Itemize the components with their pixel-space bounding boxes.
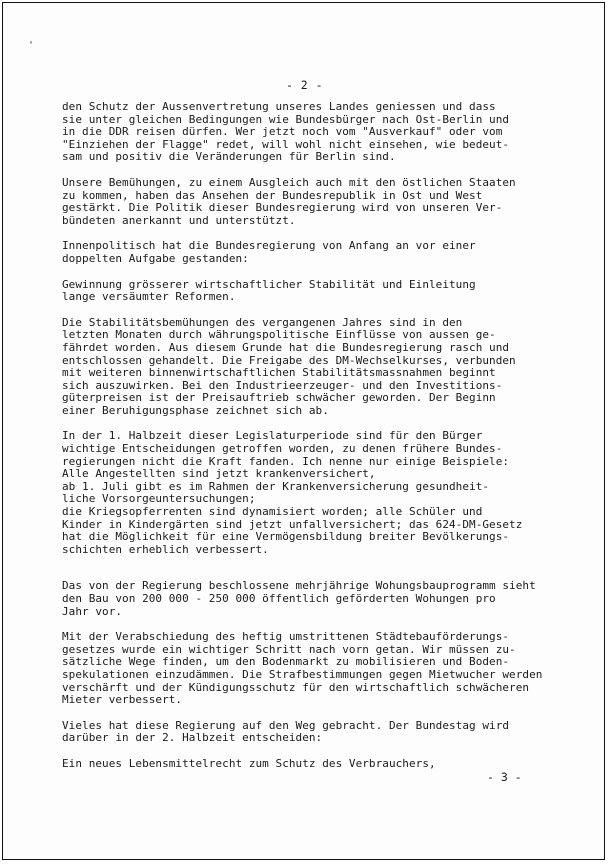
paragraph-urban-development: Mit der Verabschiedung des heftig umstrittenen Städtebauförderungs- gesetzes wurde ein wichtiger Schritt nach vorn getan. Wir müssen zu- sätzliche Wege finden, um den Bodenmarkt zu mobilisieren und Boden- spekulationen einzudämmen. Die Strafbestimmungen gegen Mietwucher werden verschärft und der Kündigungsschutz für den wirtschaftlich schwächeren Mieter verbessert. [62,630,543,707]
body-text [62,101,562,771]
paragraph-stability-goal: Gewinnung grösserer wirtschaftlicher Stabilität und Einleitung lange versäumter Reformen. [62,277,476,304]
paragraph-bundestag: Vieles hat diese Regierung auf den Weg gebracht. Der Bundestag wird darüber in der 2. Halbzeit entscheiden: [62,718,510,745]
paragraph-first-half: In der 1. Halbzeit dieser Legislaturperiode sind für den Bürger wichtige Entscheidungen getroffen worden, zu denen frühere Bundes- regierungen nicht die Kraft fanden. Ich nenne nur einige Beispiele: Alle Angestellten sind jetzt krankenversichert, ab 1. Juli gibt es im Rahmen der Krankenversicherung gesundheit- liche Vorsorgeuntersuchungen; die Kriegsopferrenten sind dynamisiert worden; alle Schüler und Kinder in Kindergärten sind jetzt unfallversichert; das 624-DM-Gesetz hat die Möglichkeit für eine Vermögensbildung breiter Bevölkerungs- schichten erheblich verbessert. [62,429,523,556]
next-page-number: - 3 - [487,770,522,784]
paragraph-food-law: Ein neues Lebensmittelrecht zum Schutz des Verbrauchers, [62,756,436,770]
paragraph-housing-program: Das von der Regierung beschlossene mehrjährige Wohungsbauprogramm sieht den Bau von 200 000 - 250 000 öffentlich geförderten Wohungen pro Jahr vor. [62,579,536,618]
paragraph-domestic-policy: Innenpolitisch hat die Bundesregierung von Anfang an vor einer doppelten Aufgabe gestanden: [62,239,476,265]
paragraph-stability-efforts: Die Stabilitätsbemühungen des vergangenen Jahres sind in den letzten Monaten durch währungspolitische Einflüsse von aussen ge- fährdet worden. Aus diesem Grunde hat die Bundesregierung rasch und entschlossen gehandelt. Die Freigabe des DM-Wechselkurses, verbunden mit weiteren binnenwirtschaftlichen Stabilitätsmassnahmen beginnt sich auszuwirken. Bei den Industrieerzeuger- und den Investitions- güterpreisen ist der Preisauftrieb schwächer geworden. Der Beginn einer Beruhigungsphase zeichnet sich ab. [62,315,516,417]
paragraph-eastern-states: Unsere Bemühungen, zu einem Ausgleich auch mit den östlichen Staaten zu kommen, haben das Ansehen der Bundesrepublik in Ost und West gestärkt. Die Politik dieser Bundesregierung wird von unseren Ver- bündeten anerkannt und unterstützt. [62,175,516,227]
corner-mark: ' [28,40,35,51]
page-number: - 2 - [285,78,324,92]
paragraph-berlin: den Schutz der Aussenvertretung unseres Landes geniessen und dass sie unter gleichen Bedingungen wie Bundesbürger nach Ost-Berlin und in die DDR reisen dürfen. Wer jetzt noch vom "Ausverkauf" oder vom "Einziehen der Flagge" redet, will wohl nicht einsehen, wie bedeut- sam und positiv die Veränderungen für Berlin sind. [62,100,510,164]
